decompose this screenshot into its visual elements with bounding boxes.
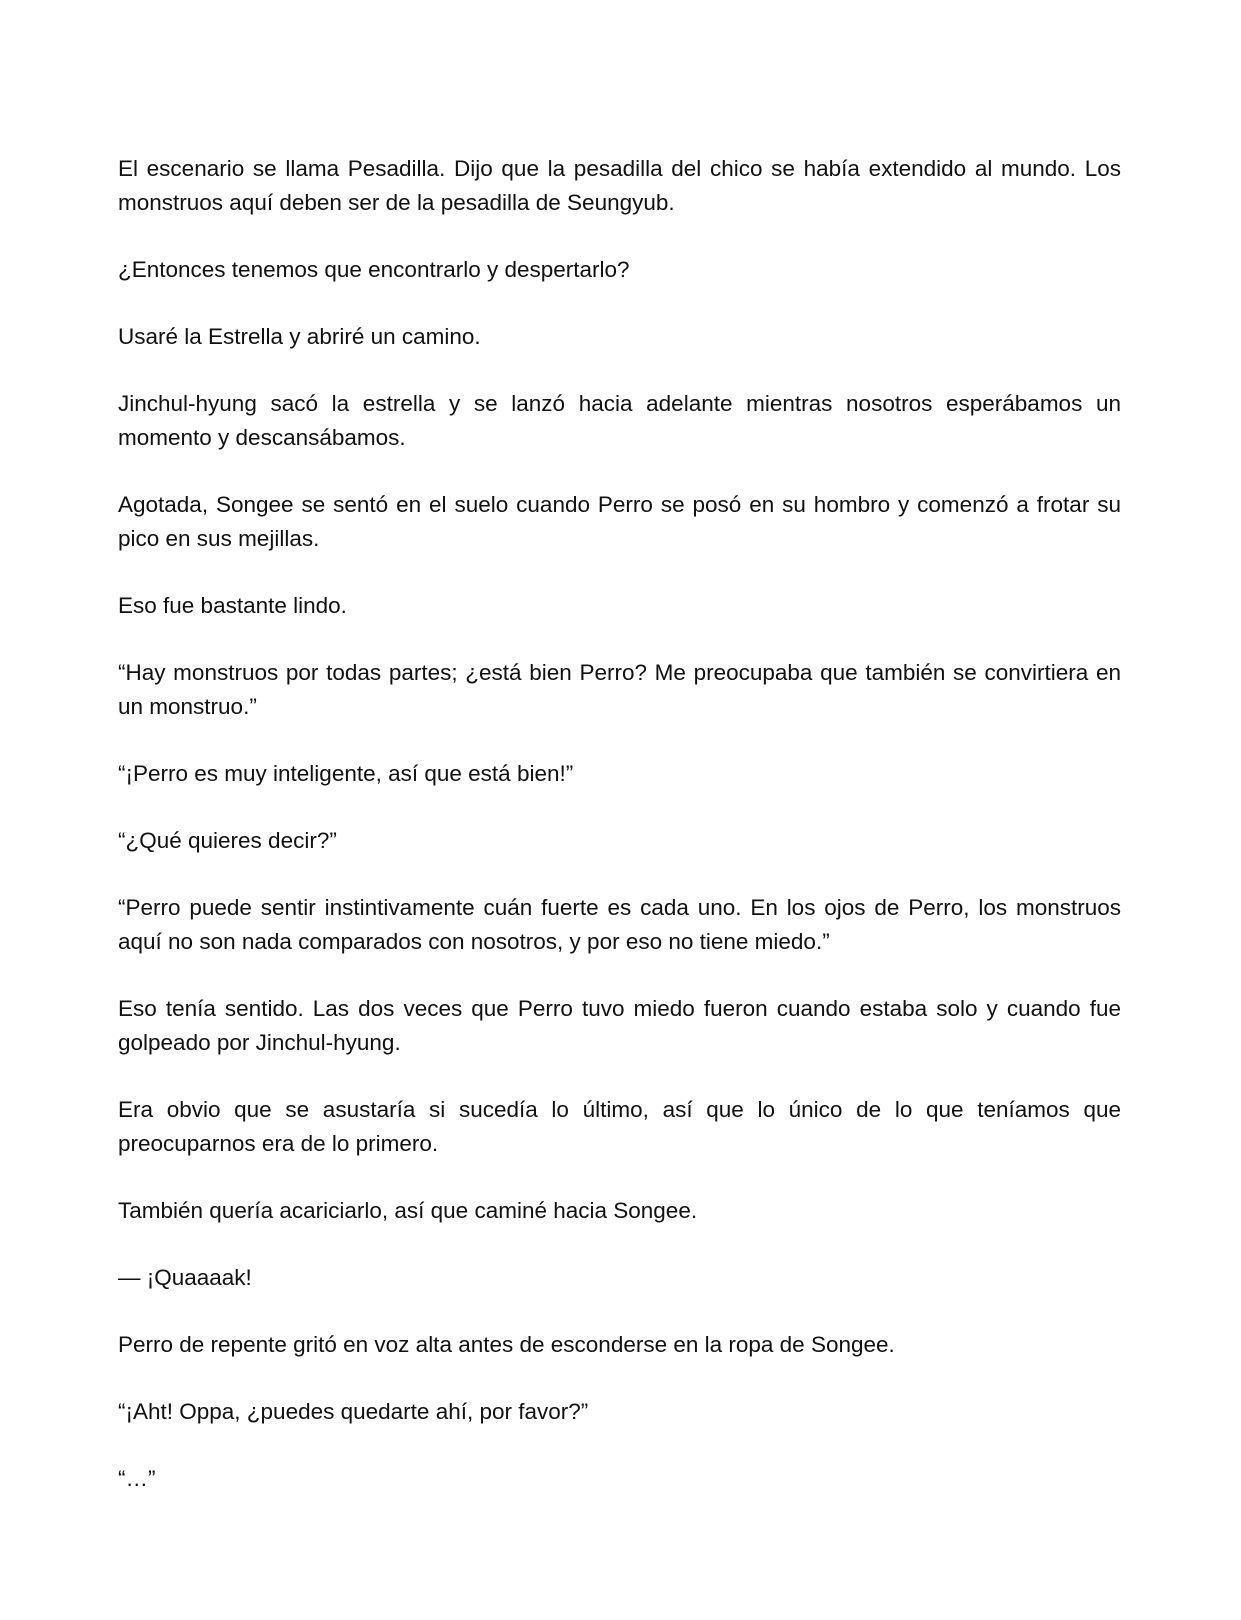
paragraph: El escenario se llama Pesadilla. Dijo que la pesadilla del chico se había extendido al mundo. Los monstruos aquí deben ser de la pesadilla de Seungyub. <box>118 156 1121 215</box>
paragraph: Jinchul-hyung sacó la estrella y se lanzó hacia adelante mientras nosotros esperábamos un momento y descansábamos. <box>118 391 1121 450</box>
paragraph: Usaré la Estrella y abriré un camino. <box>118 324 481 349</box>
paragraph: — ¡Quaaaak! <box>118 1265 252 1290</box>
paragraph: Eso fue bastante lindo. <box>118 593 347 618</box>
paragraph: ¿Entonces tenemos que encontrarlo y despertarlo? <box>118 257 630 282</box>
document-body <box>118 152 1121 1529</box>
paragraph: “¿Qué quieres decir?” <box>118 828 337 853</box>
paragraph: También quería acariciarlo, así que caminé hacia Songee. <box>118 1198 698 1223</box>
paragraph: “Perro puede sentir instintivamente cuán fuerte es cada uno. En los ojos de Perro, los monstruos aquí no son nada comparados con nosotros, y por eso no tiene miedo.” <box>118 895 1121 954</box>
paragraph: Eso tenía sentido. Las dos veces que Perro tuvo miedo fueron cuando estaba solo y cuando fue golpeado por Jinchul-hyung. <box>118 996 1121 1055</box>
paragraph: “¡Perro es muy inteligente, así que está bien!” <box>118 761 574 786</box>
paragraph: “¡Aht! Oppa, ¿puedes quedarte ahí, por favor?” <box>118 1399 589 1424</box>
paragraph: Perro de repente gritó en voz alta antes de esconderse en la ropa de Songee. <box>118 1332 895 1357</box>
paragraph: “…” <box>118 1466 156 1491</box>
paragraph: Agotada, Songee se sentó en el suelo cuando Perro se posó en su hombro y comenzó a frotar su pico en sus mejillas. <box>118 492 1121 551</box>
paragraph: “Hay monstruos por todas partes; ¿está bien Perro? Me preocupaba que también se convirtiera en un monstruo.” <box>118 660 1121 719</box>
paragraph: Era obvio que se asustaría si sucedía lo último, así que lo único de lo que teníamos que preocuparnos era de lo primero. <box>118 1097 1121 1156</box>
